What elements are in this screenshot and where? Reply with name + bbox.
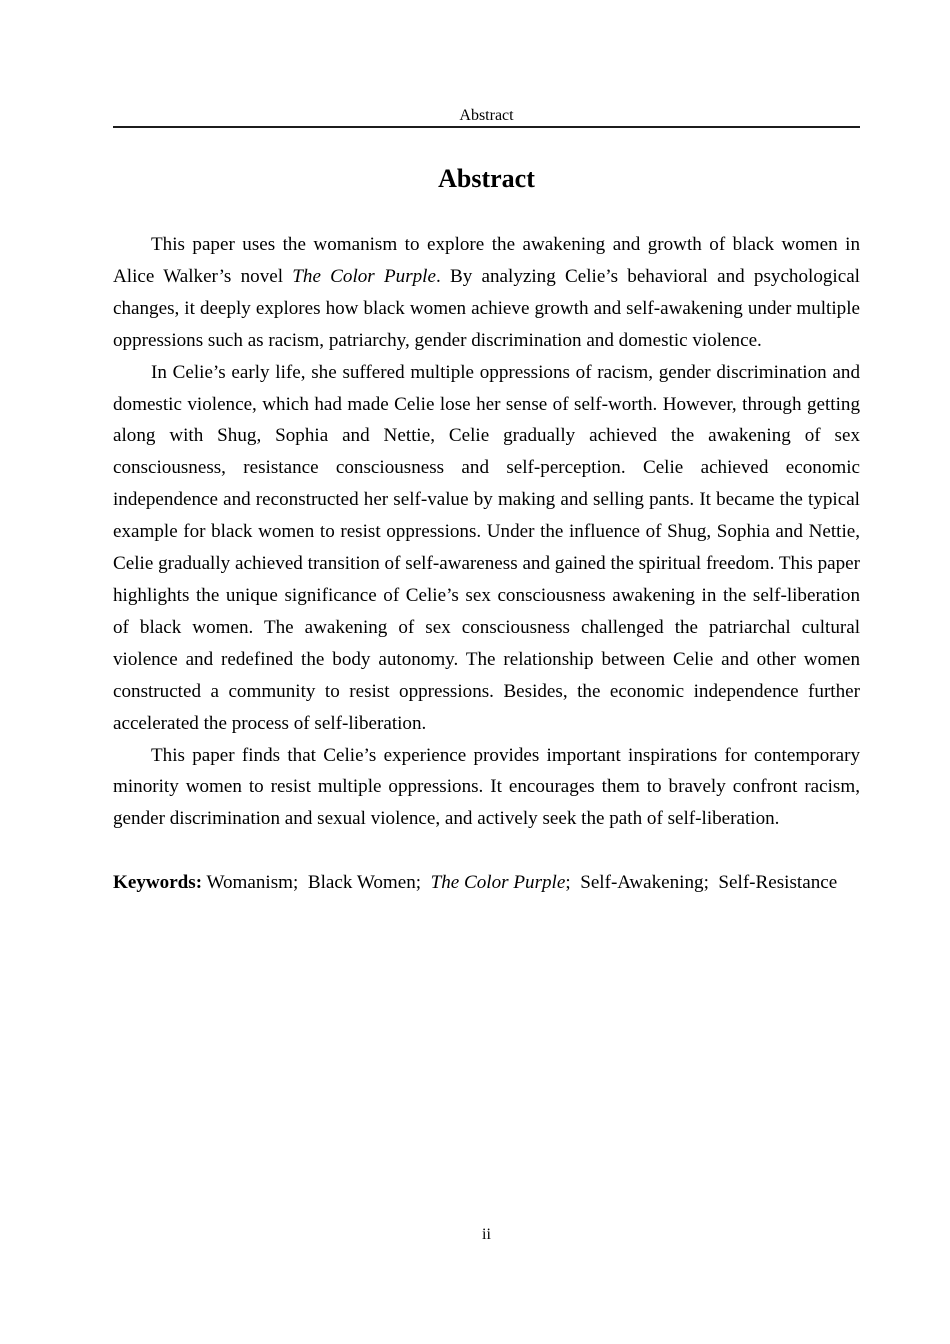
abstract-body [113,229,860,899]
keywords-text: ; Self-Awakening; Self-Resistance [565,872,838,894]
keywords-line [113,867,860,899]
paragraph-text: In Celie’s early life, she suffered multiple oppressions of racism, gender discrimination and domestic violence, which had made Celie lose her sense of self-worth. However, through getting along with Shug, Sophia and Nettie, Celie gradually achieved the awakening of sex consciousness, resistance consciousness and self-perception. Celie achieved economic independence and reconstructed her self-value by making and selling pants. It became the typical example for black women to resist oppressions. Under the influence of Shug, Sophia and Nettie, Celie gradually achieved transition of self-awareness and gained the spiritual freedom. This paper highlights the unique significance of Celie’s sex consciousness awakening in the self-liberation of black women. The awakening of sex consciousness challenged the patriarchal cultural violence and redefined the body autonomy. The relationship between Celie and other women constructed a community to resist oppressions. Besides, the economic independence further accelerated the process of self-liberation. [113,361,860,734]
abstract-paragraph-1 [113,229,860,357]
paragraph-text: This paper uses the womanism to explore the awakening and growth of black women in Alice Walker’s novel [113,234,860,287]
page-title: Abstract [438,164,535,193]
paragraph-text: This paper finds that Celie’s experience provides important inspirations for contemporary minority women to resist multiple oppressions. It encourages them to bravely confront racism, gender discrimination and sexual violence, and actively seek the path of self-liberation. [113,744,860,830]
running-header [113,107,860,128]
abstract-paragraph-2 [113,357,860,740]
paragraph-text: . By analyzing Celie’s behavioral and psychological changes, it deeply explores how black women achieve growth and self-awakening under multiple oppressions such as racism, patriarchy, gender discrimination and domestic violence. [113,265,860,351]
page-number: ii [482,1226,491,1243]
running-header-title: Abstract [459,107,514,124]
book-title-italic: The Color Purple [292,265,436,287]
keywords-book-title: The Color Purple [430,872,566,894]
keywords-text: Womanism; Black Women; [202,872,431,894]
abstract-paragraph-3 [113,740,860,836]
keywords-label: Keywords: [113,872,203,894]
